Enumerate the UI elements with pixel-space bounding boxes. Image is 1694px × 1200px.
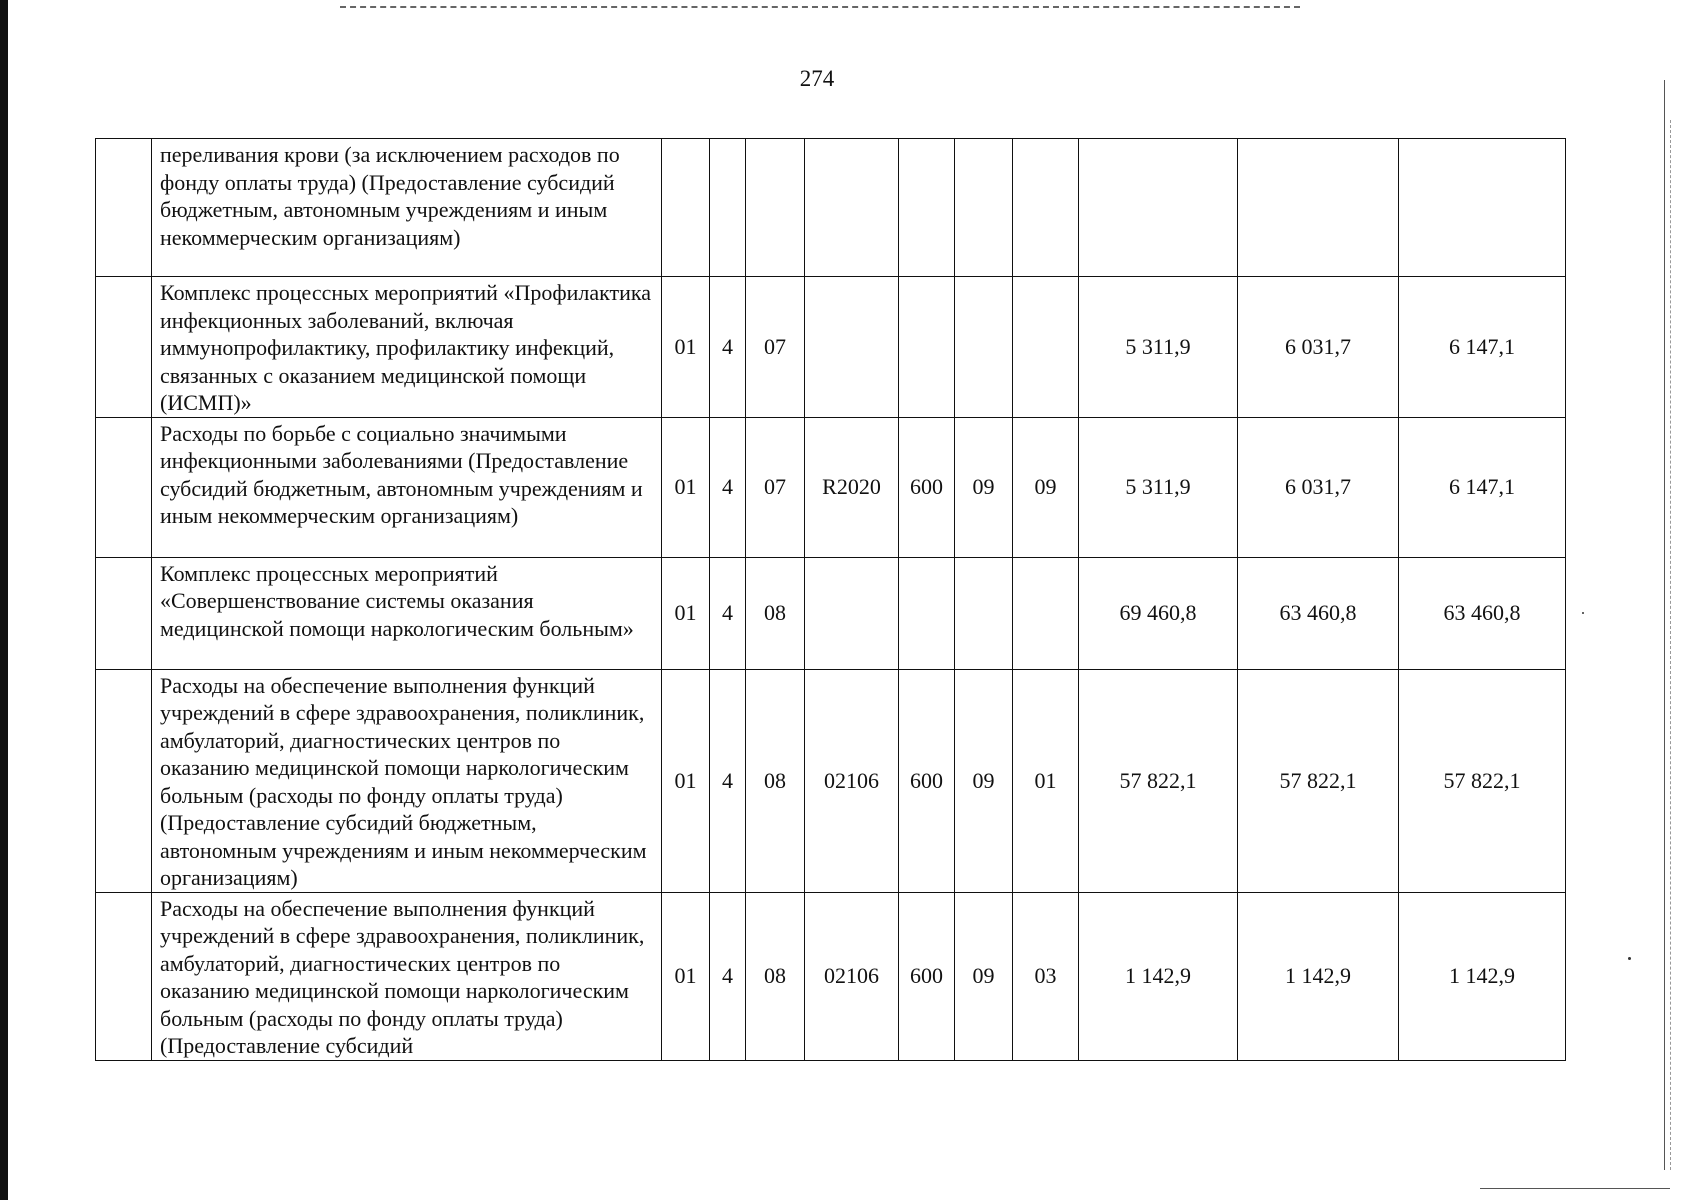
code-cell: 07 <box>746 417 805 557</box>
code-cell: 4 <box>710 417 746 557</box>
code-cell: R2020 <box>805 417 899 557</box>
code-cell: 09 <box>955 669 1013 892</box>
scan-speck <box>1582 612 1584 614</box>
code-cell: 03 <box>1013 892 1079 1060</box>
amount-cell: 5 311,9 <box>1079 277 1238 418</box>
scan-top-rule <box>340 6 1300 8</box>
budget-table <box>95 138 1566 1061</box>
page-number: 274 <box>799 66 835 91</box>
amount-cell: 57 822,1 <box>1238 669 1399 892</box>
amount-cell: 6 031,7 <box>1238 277 1399 418</box>
code-cell: 600 <box>899 892 955 1060</box>
amount-cell <box>1079 139 1238 277</box>
code-cell <box>955 557 1013 669</box>
row-index-cell <box>96 892 152 1060</box>
row-index-cell <box>96 557 152 669</box>
table-row <box>96 892 1566 1060</box>
amount-cell: 1 142,9 <box>1079 892 1238 1060</box>
table-body <box>96 139 1566 1061</box>
code-cell <box>899 139 955 277</box>
amount-cell: 5 311,9 <box>1079 417 1238 557</box>
amount-cell: 6 147,1 <box>1399 277 1566 418</box>
code-cell: 07 <box>746 277 805 418</box>
code-cell: 08 <box>746 892 805 1060</box>
table-row <box>96 277 1566 418</box>
code-cell <box>1013 139 1079 277</box>
code-cell <box>805 139 899 277</box>
code-cell <box>662 139 710 277</box>
amount-cell: 57 822,1 <box>1399 669 1566 892</box>
amount-cell: 63 460,8 <box>1399 557 1566 669</box>
amount-cell: 1 142,9 <box>1238 892 1399 1060</box>
scan-bottom-rule <box>1480 1188 1670 1189</box>
code-cell <box>805 277 899 418</box>
amount-cell: 57 822,1 <box>1079 669 1238 892</box>
code-cell: 02106 <box>805 669 899 892</box>
amount-cell <box>1399 139 1566 277</box>
code-cell: 01 <box>662 557 710 669</box>
code-cell: 600 <box>899 417 955 557</box>
code-cell <box>1013 557 1079 669</box>
amount-cell: 1 142,9 <box>1399 892 1566 1060</box>
code-cell: 600 <box>899 669 955 892</box>
code-cell <box>899 277 955 418</box>
code-cell: 08 <box>746 669 805 892</box>
code-cell <box>710 139 746 277</box>
table-row <box>96 669 1566 892</box>
description-cell: переливания крови (за исключением расходов по фонду оплаты труда) (Предоставление субсидий бюджетным, автономным учреждениям и иным некоммерческим организациям) <box>152 139 662 277</box>
description-cell: Расходы на обеспечение выполнения функций учреждений в сфере здравоохранения, поликлиник, амбулаторий, диагностических центров по оказанию медицинской помощи наркологическим больным (расходы по фонду оплаты труда) (Предоставление субсидий <box>152 892 662 1060</box>
amount-cell: 69 460,8 <box>1079 557 1238 669</box>
code-cell <box>899 557 955 669</box>
description-cell: Расходы по борьбе с социально значимыми инфекционными заболеваниями (Предоставление субсидий бюджетным, автономным учреждениям и иным некоммерческим организациям) <box>152 417 662 557</box>
row-index-cell <box>96 669 152 892</box>
scan-speck <box>1628 957 1631 960</box>
code-cell: 01 <box>662 417 710 557</box>
code-cell: 01 <box>662 277 710 418</box>
code-cell <box>955 277 1013 418</box>
code-cell: 09 <box>955 417 1013 557</box>
code-cell: 09 <box>1013 417 1079 557</box>
code-cell: 4 <box>710 892 746 1060</box>
code-cell: 4 <box>710 557 746 669</box>
amount-cell: 63 460,8 <box>1238 557 1399 669</box>
table-row <box>96 417 1566 557</box>
description-cell: Расходы на обеспечение выполнения функций учреждений в сфере здравоохранения, поликлиник, амбулаторий, диагностических центров по оказанию медицинской помощи наркологическим больным (расходы по фонду оплаты труда) (Предоставление субсидий бюджетным, автономным учреждениям и иным некоммерческим организациям) <box>152 669 662 892</box>
code-cell: 08 <box>746 557 805 669</box>
scan-right-rule-faint <box>1670 120 1671 1170</box>
code-cell <box>955 139 1013 277</box>
scan-right-rule <box>1664 80 1665 1170</box>
code-cell: 09 <box>955 892 1013 1060</box>
code-cell <box>805 557 899 669</box>
table-row <box>96 139 1566 277</box>
amount-cell: 6 031,7 <box>1238 417 1399 557</box>
code-cell: 01 <box>662 669 710 892</box>
row-index-cell <box>96 417 152 557</box>
row-index-cell <box>96 277 152 418</box>
code-cell: 01 <box>1013 669 1079 892</box>
scan-edge-bar <box>0 0 8 1200</box>
description-cell: Комплекс процессных мероприятий «Профилактика инфекционных заболеваний, включая иммунопрофилактику, профилактику инфекций, связанных с оказанием медицинской помощи (ИСМП)» <box>152 277 662 418</box>
amount-cell <box>1238 139 1399 277</box>
code-cell <box>1013 277 1079 418</box>
row-index-cell <box>96 139 152 277</box>
code-cell: 02106 <box>805 892 899 1060</box>
code-cell: 4 <box>710 277 746 418</box>
amount-cell: 6 147,1 <box>1399 417 1566 557</box>
code-cell <box>746 139 805 277</box>
table-row <box>96 557 1566 669</box>
code-cell: 01 <box>662 892 710 1060</box>
code-cell: 4 <box>710 669 746 892</box>
description-cell: Комплекс процессных мероприятий «Совершенствование системы оказания медицинской помощи наркологическим больным» <box>152 557 662 669</box>
